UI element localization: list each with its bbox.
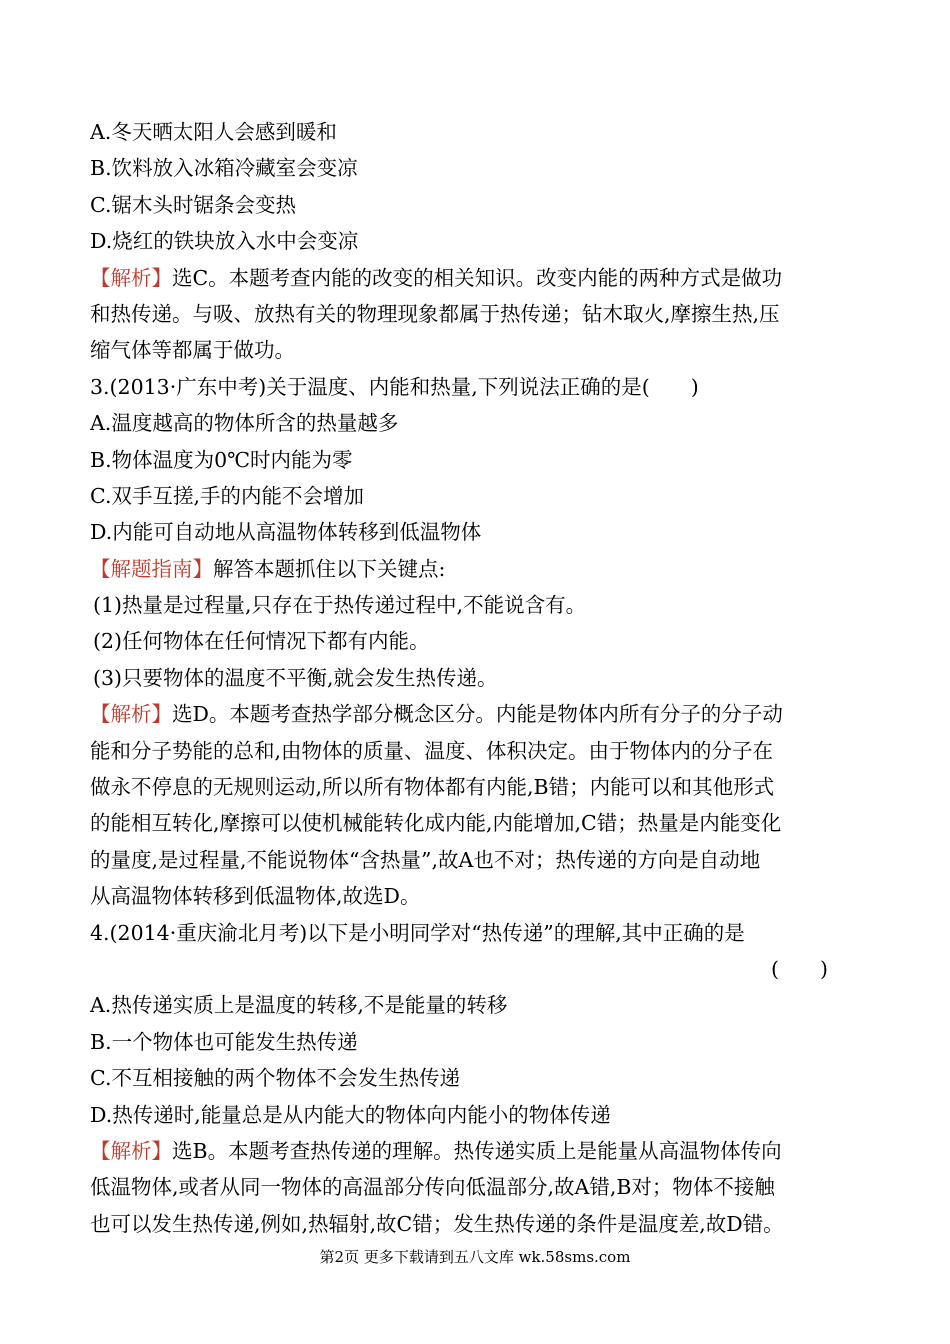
q3-key-point: (1)热量是过程量,只存在于热传递过程中,不能说含有。 — [93, 593, 587, 618]
q3-guide-text: 解答本题抓住以下关键点: — [213, 556, 446, 581]
q2-analysis-text: 选C。本题考查内能的改变的相关知识。改变内能的两种方式是做功 — [172, 265, 783, 290]
q3-key-point: (2)任何物体在任何情况下都有内能。 — [93, 629, 430, 654]
q3-option-b: B.物体温度为0℃时内能为零 — [90, 447, 353, 472]
q4-answer-paren: ( ) — [771, 956, 828, 981]
q3-key-point: (3)只要物体的温度不平衡,就会发生热传递。 — [93, 665, 498, 690]
q3-analysis-line: 做永不停息的无规则运动,所以所有物体都有内能,B错；内能可以和其他形式 — [90, 775, 775, 800]
q4-analysis-line — [90, 1133, 860, 1169]
analysis-tag: 【解析】 — [90, 265, 172, 290]
q3-analysis-line: 能和分子势能的总和,由物体的质量、温度、体积决定。由于物体内的分子在 — [90, 738, 774, 763]
page-footer: 第2页 更多下载请到五八文库 wk.58sms.com — [319, 1248, 631, 1266]
q4-analysis-text: 选B。本题考查热传递的理解。热传递实质上是能量从高温物体传向 — [172, 1138, 782, 1163]
q3-option-a: A.温度越高的物体所含的热量越多 — [90, 411, 399, 436]
q4-stem: 4.(2014·重庆渝北月考)以下是小明同学对“热传递”的理解,其中正确的是 — [90, 920, 745, 945]
q4-analysis-line: 低温物体,或者从同一物体的高温部分传向低温部分,故A错,B对；物体不接触 — [90, 1175, 775, 1200]
q2-option-a: A.冬天晒太阳人会感到暖和 — [90, 120, 337, 144]
q2-analysis-line: 缩气体等都属于做功。 — [90, 338, 295, 363]
q2-option-b: B.饮料放入冰箱冷藏室会变凉 — [90, 156, 358, 181]
q3-option-c: C.双手互搓,手的内能不会增加 — [90, 483, 364, 508]
q2-option-d: D.烧红的铁块放入水中会变凉 — [90, 229, 359, 254]
q4-option-a: A.热传递实质上是温度的转移,不是能量的转移 — [90, 993, 508, 1018]
q3-option-d: D.内能可自动地从高温物体转移到低温物体 — [90, 520, 482, 545]
page-content — [90, 114, 860, 1242]
q3-analysis-text: 选D。本题考查热学部分概念区分。内能是物体内所有分子的分子动 — [172, 702, 783, 727]
q2-analysis-line: 和热传递。与吸、放热有关的物理现象都属于热传递；钻木取火,摩擦生热,压 — [90, 301, 780, 326]
q3-analysis-line: 的量度,是过程量,不能说物体“含热量”,故A也不对；热传递的方向是自动地 — [90, 847, 761, 872]
q4-option-c: C.不互相接触的两个物体不会发生热传递 — [90, 1066, 460, 1091]
q3-guide-line — [90, 551, 860, 587]
q3-stem: 3.(2013·广东中考)关于温度、内能和热量,下列说法正确的是( ) — [90, 374, 699, 399]
q2-analysis-line — [90, 260, 860, 296]
guide-tag: 【解题指南】 — [90, 556, 213, 581]
analysis-tag: 【解析】 — [90, 1138, 172, 1163]
q3-analysis-line — [90, 696, 860, 732]
q4-option-d: D.热传递时,能量总是从内能大的物体向内能小的物体传递 — [90, 1102, 611, 1127]
q4-option-b: B.一个物体也可能发生热传递 — [90, 1029, 358, 1054]
q3-analysis-line: 从高温物体转移到低温物体,故选D。 — [90, 884, 421, 909]
q3-analysis-line: 的能相互转化,摩擦可以使机械能转化成内能,内能增加,C错；热量是内能变化 — [90, 811, 782, 836]
q2-option-c: C.锯木头时锯条会变热 — [90, 192, 296, 217]
analysis-tag: 【解析】 — [90, 702, 172, 727]
q4-analysis-line: 也可以发生热传递,例如,热辐射,故C错；发生热传递的条件是温度差,故D错。 — [90, 1211, 784, 1236]
